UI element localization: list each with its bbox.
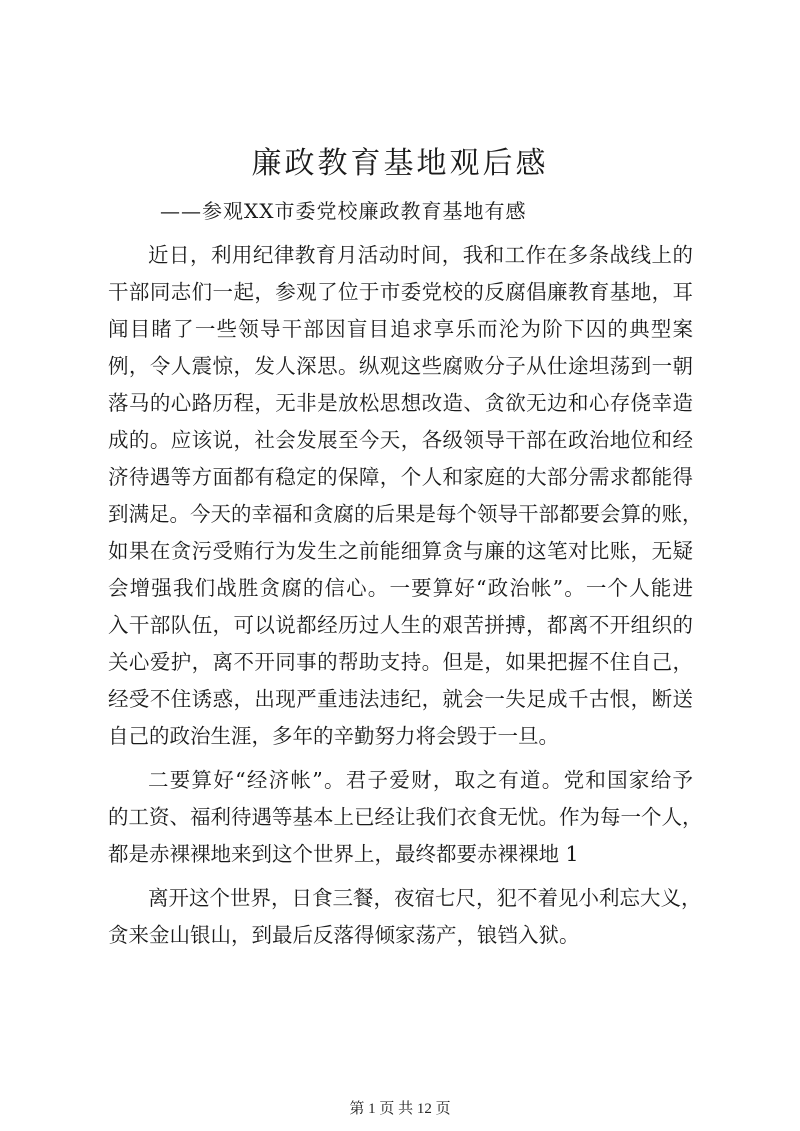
paragraph-1-line-13: 经受不住诱惑，出现严重违法违纪，就会一失足成千古恨，断送	[108, 687, 693, 711]
paragraph-1-line-2: 干部同志们一起，参观了位于市委党校的反腐倡廉教育基地，耳	[108, 280, 693, 304]
paragraph-1-line-5: 落马的心路历程，无非是放松思想改造、贪欲无边和心存侥幸造	[108, 391, 693, 415]
paragraph-1-line-7: 济待遇等方面都有稳定的保障，个人和家庭的大部分需求都能得	[108, 465, 693, 489]
paragraph-2-line-3: 都是赤裸裸地来到这个世界上，最终都要赤裸裸地 1	[108, 842, 579, 866]
paragraph-2-line-2: 的工资、福利待遇等基本上已经让我们衣食无忧。作为每一个人，	[108, 805, 703, 829]
paragraph-1-line-4: 例，令人震惊，发人深思。纵观这些腐败分子从仕途坦荡到一朝	[108, 354, 693, 378]
paragraph-1-line-9: 如果在贪污受贿行为发生之前能细算贪与廉的这笔对比账，无疑	[108, 539, 693, 563]
paragraph-2-line-1: 二要算好“经济帐”。君子爱财，取之有道。党和国家给予	[148, 768, 693, 792]
paragraph-1-line-14: 自己的政治生涯，多年的辛勤努力将会毁于一旦。	[108, 724, 559, 748]
paragraph-3-line-2: 贪来金山银山，到最后反落得倾家荡产，锒铛入狱。	[108, 923, 580, 947]
paragraph-1-line-10: 会增强我们战胜贪腐的信心。一要算好“政治帐”。一个人能进	[108, 576, 693, 600]
paragraph-1-line-12: 关心爱护，离不开同事的帮助支持。但是，如果把握不住自己，	[108, 650, 693, 674]
document-subtitle: ——参观XX市委党校廉政教育基地有感	[160, 199, 527, 223]
paragraph-1-line-11: 入干部队伍，可以说都经历过人生的艰苦拼搏，都离不开组织的	[108, 613, 693, 637]
page-footer: 第 1 页 共 12 页	[349, 1101, 451, 1117]
paragraph-1-line-3: 闻目睹了一些领导干部因盲目追求享乐而沦为阶下囚的典型案	[108, 317, 693, 341]
paragraph-1-line-8: 到满足。今天的幸福和贪腐的后果是每个领导干部都要会算的账，	[108, 502, 703, 526]
paragraph-1-line-1: 近日，利用纪律教育月活动时间，我和工作在多条战线上的	[148, 243, 693, 267]
document-title: 廉政教育基地观后感	[251, 146, 549, 181]
paragraph-3-line-1: 离开这个世界，日食三餐，夜宿七尺，犯不着见小利忘大义，	[148, 886, 702, 910]
paragraph-1-line-6: 成的。应该说，社会发展至今天，各级领导干部在政治地位和经	[108, 428, 693, 452]
